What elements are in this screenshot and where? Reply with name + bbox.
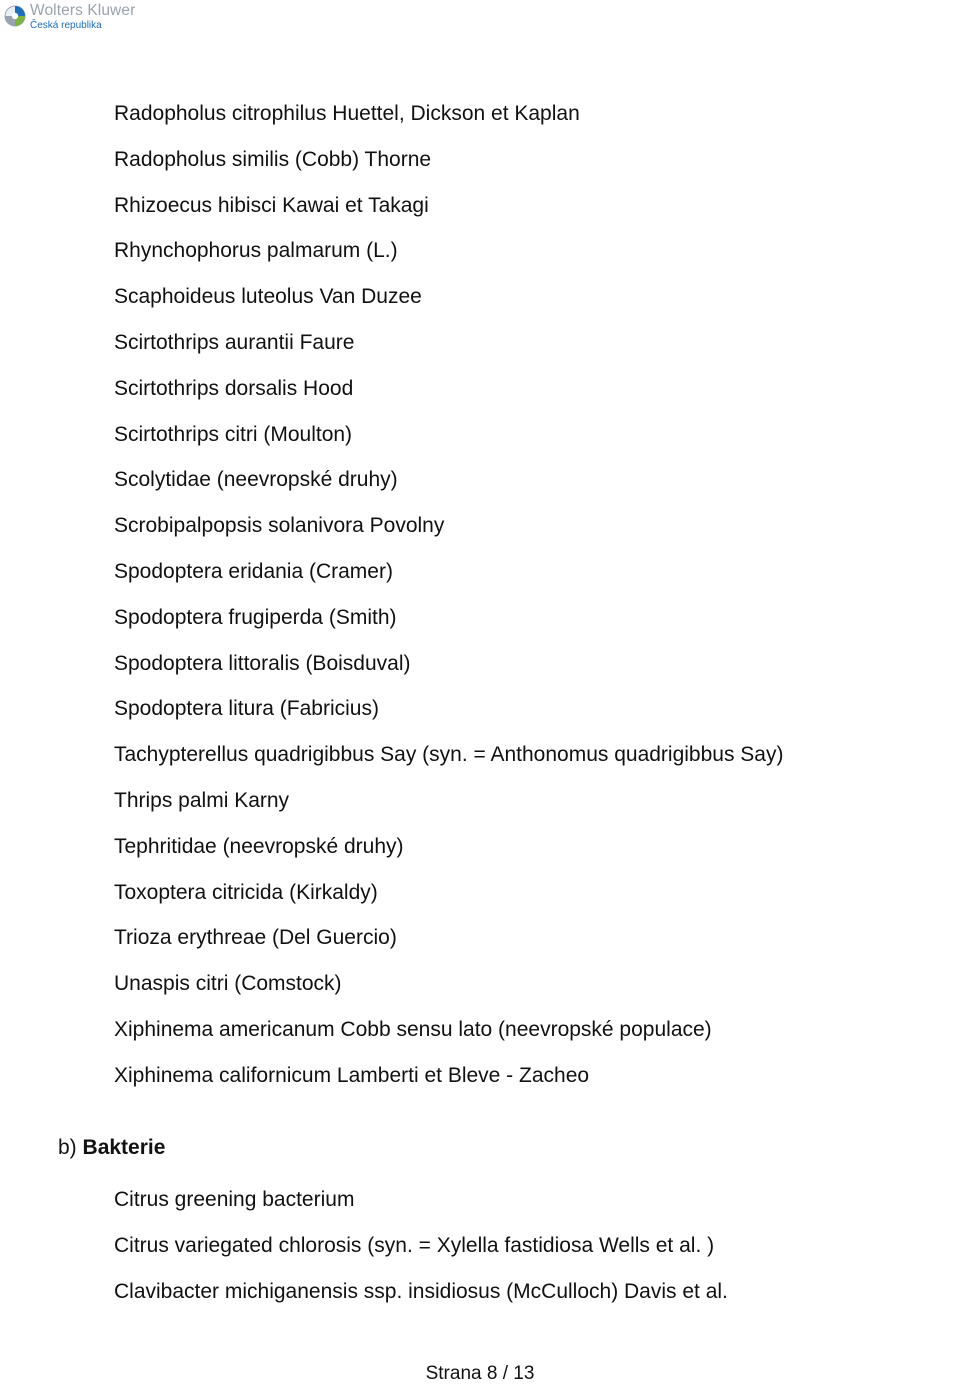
list-item: Tephritidae (neevropské druhy) xyxy=(114,834,404,858)
logo-name: Wolters Kluwer xyxy=(30,2,136,19)
list-item: Citrus variegated chlorosis (syn. = Xylella fastidiosa Wells et al. ) xyxy=(114,1233,715,1257)
section-marker: b) xyxy=(58,1136,77,1159)
section-heading-bacteria xyxy=(58,1131,165,1165)
list-item: Spodoptera frugiperda (Smith) xyxy=(114,605,397,629)
bacteria-list xyxy=(114,1183,728,1320)
list-item: Scirtothrips aurantii Faure xyxy=(114,330,355,354)
list-item: Scaphoideus luteolus Van Duzee xyxy=(114,285,422,309)
logo-subtitle: Česká republika xyxy=(30,19,102,31)
list-item: Clavibacter michiganensis ssp. insidiosus (McCulloch) Davis et al. xyxy=(114,1279,728,1303)
section-title: Bakterie xyxy=(82,1136,166,1159)
list-item: Scolytidae (neevropské druhy) xyxy=(114,468,398,492)
list-item: Spodoptera littoralis (Boisduval) xyxy=(114,651,411,675)
list-item: Citrus greening bacterium xyxy=(114,1188,355,1211)
list-item: Scirtothrips citri (Moulton) xyxy=(114,422,353,446)
list-item: Scrobipalpopsis solanivora Povolny xyxy=(114,514,445,538)
list-item: Tachypterellus quadrigibbus Say (syn. = Anthonomus quadrigibbus Say) xyxy=(114,743,784,767)
list-item: Radopholus citrophilus Huettel, Dickson et Kaplan xyxy=(114,102,580,125)
list-item: Xiphinema californicum Lamberti et Bleve - Zacheo xyxy=(114,1063,590,1087)
list-item: Thrips palmi Karny xyxy=(114,788,290,812)
list-item: Radopholus similis (Cobb) Thorne xyxy=(114,147,432,171)
list-item: Spodoptera eridania (Cramer) xyxy=(114,559,393,583)
list-item: Rhizoecus hibisci Kawai et Takagi xyxy=(114,193,429,217)
list-item: Spodoptera litura (Fabricius) xyxy=(114,697,379,721)
list-item: Scirtothrips dorsalis Hood xyxy=(114,376,354,400)
wolters-kluwer-logo-icon xyxy=(4,5,26,27)
list-item: Xiphinema americanum Cobb sensu lato (neevropské populace) xyxy=(114,1017,712,1041)
list-item: Unaspis citri (Comstock) xyxy=(114,972,342,996)
publisher-logo xyxy=(4,3,135,31)
page-number: Strana 8 / 13 xyxy=(425,1363,535,1384)
list-item: Rhynchophorus palmarum (L.) xyxy=(114,239,398,263)
pest-list xyxy=(114,97,783,1105)
list-item: Trioza erythreae (Del Guercio) xyxy=(114,926,397,950)
logo-text xyxy=(30,3,135,31)
list-item: Toxoptera citricida (Kirkaldy) xyxy=(114,880,378,904)
